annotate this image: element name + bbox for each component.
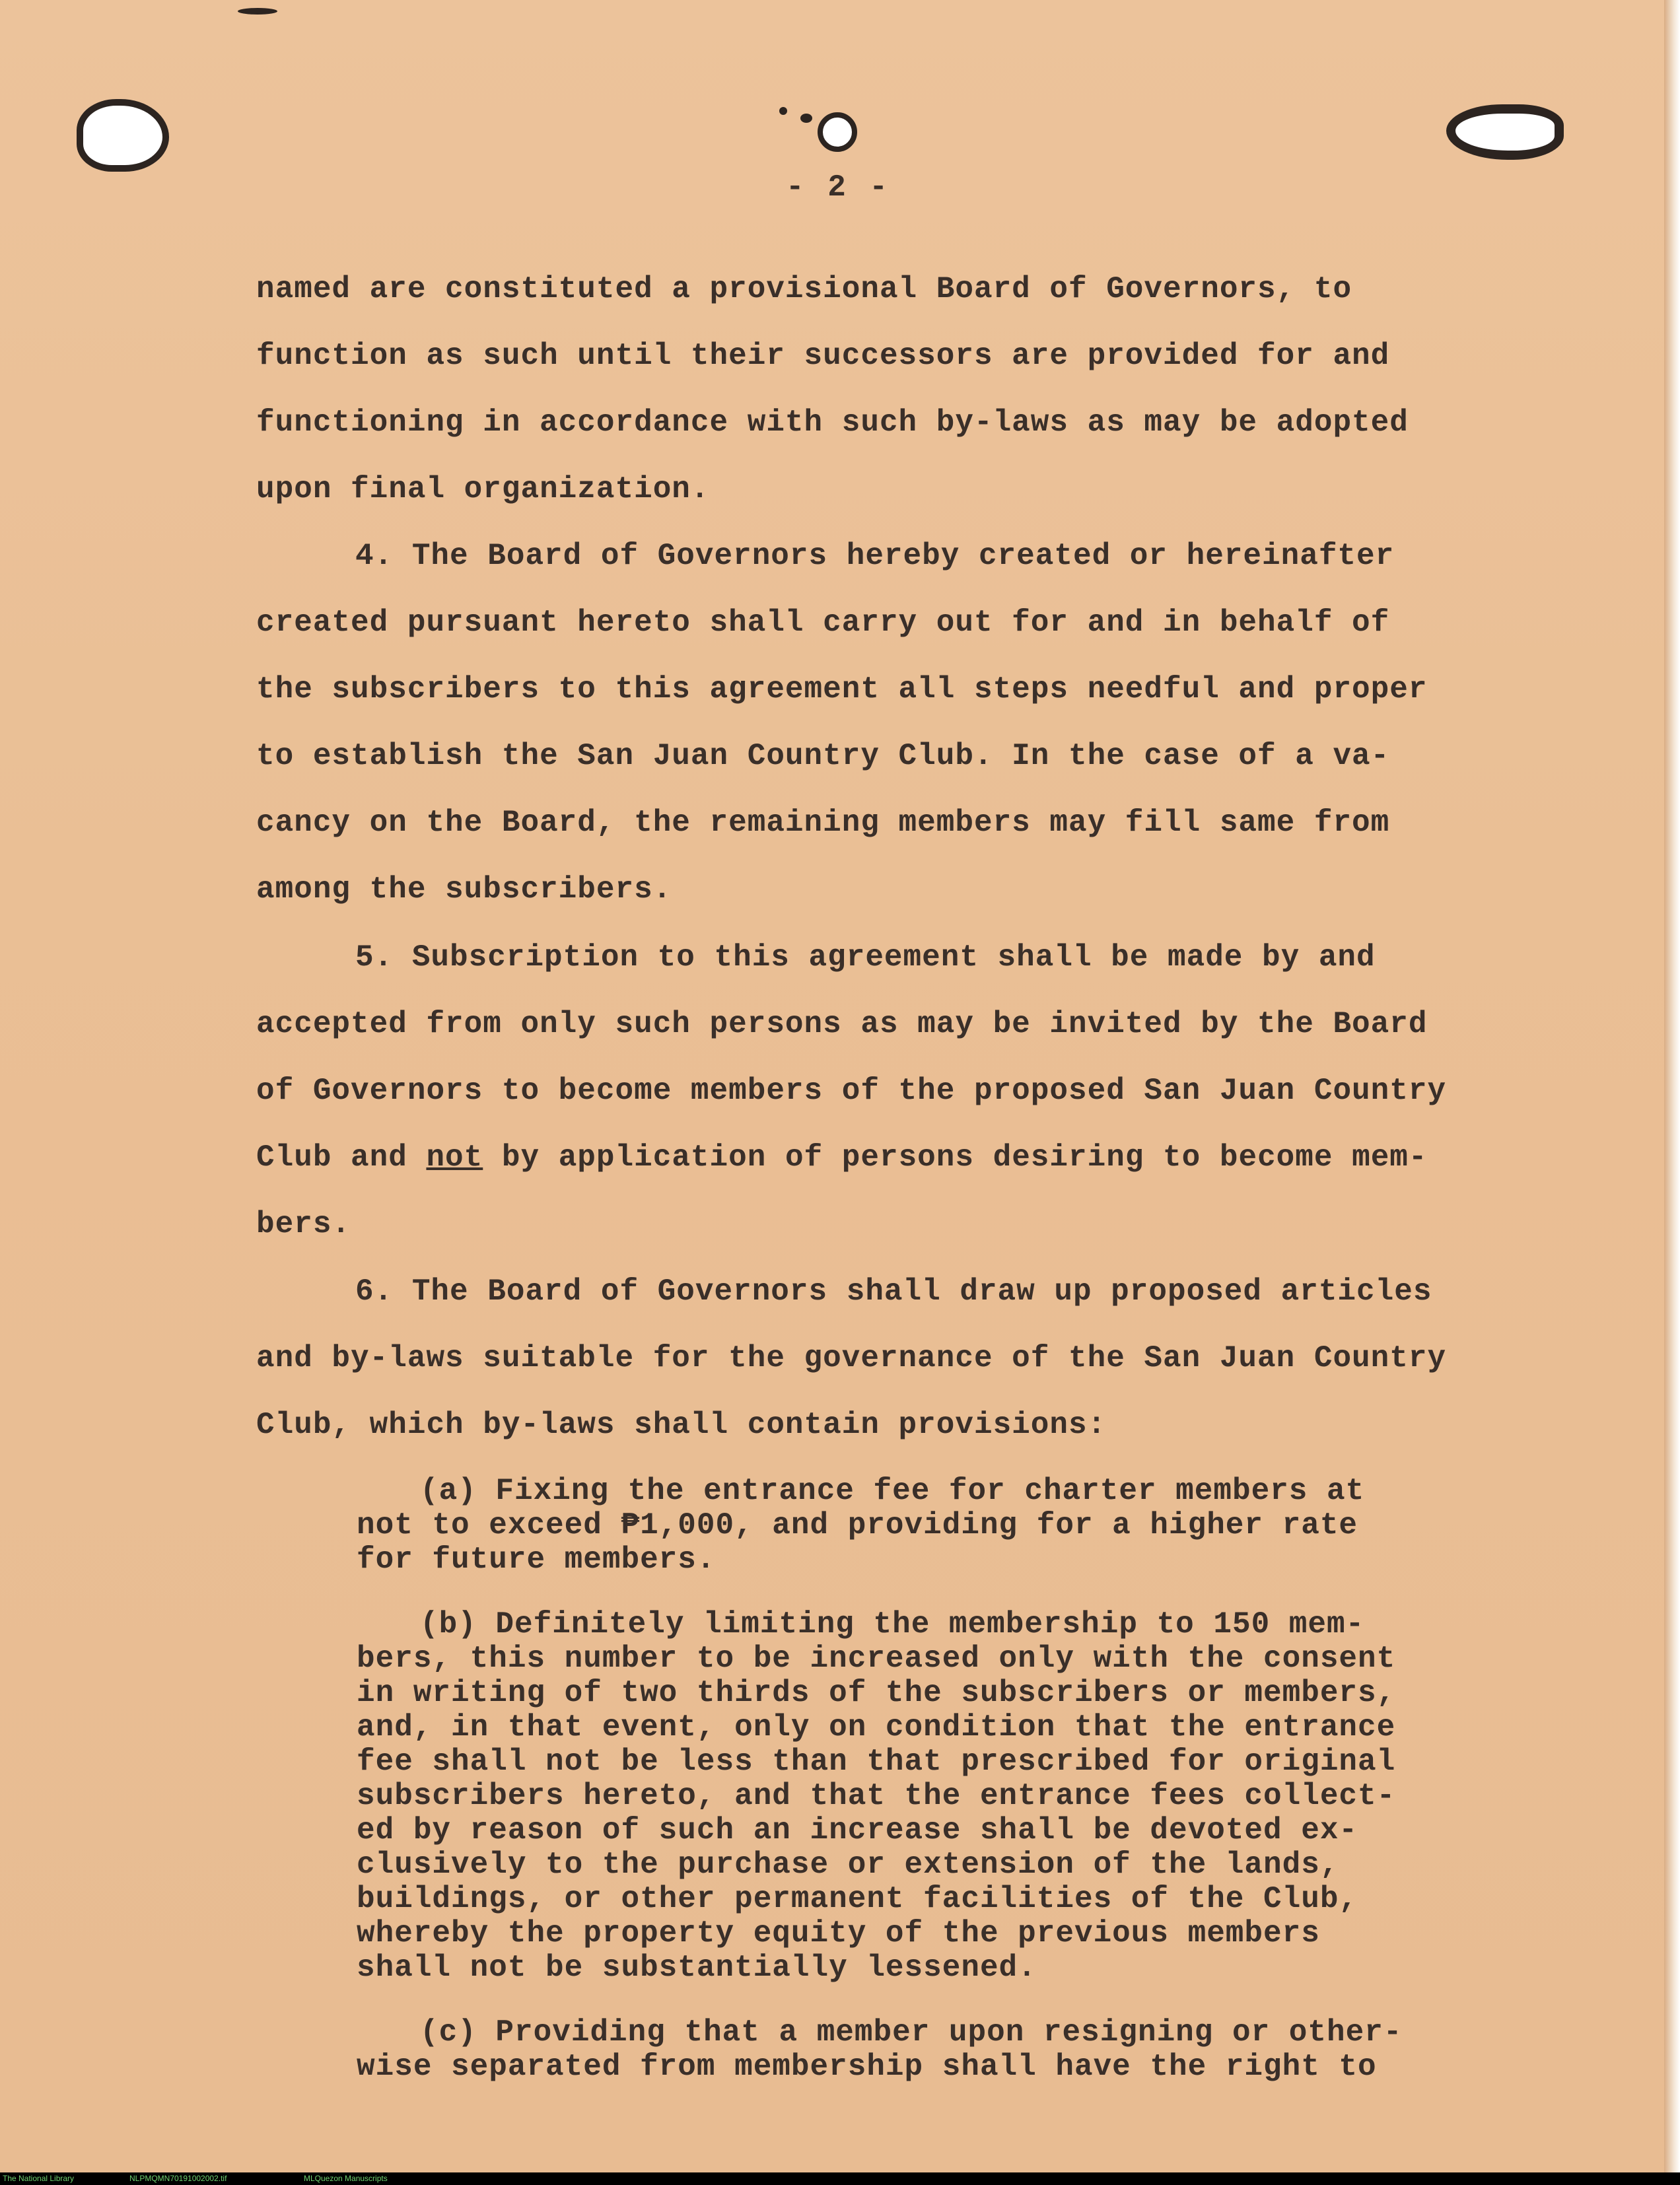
- page-number: - 2 -: [786, 170, 891, 205]
- text-line: 5. Subscription to this agreement shall be made by and: [355, 940, 1376, 975]
- archive-footer: [0, 2172, 1680, 2185]
- text-line: of Governors to become members of the proposed San Juan Country: [256, 1074, 1447, 1108]
- text-line: (a) Fixing the entrance fee for charter members at: [420, 1474, 1365, 1508]
- paragraph-4: [256, 523, 1511, 923]
- text-line: the subscribers to this agreement all steps needful and proper: [256, 672, 1428, 707]
- text-line: (c) Providing that a member upon resigning or other-: [420, 2015, 1403, 2050]
- text-line: and by-laws suitable for the governance of the San Juan Country: [256, 1341, 1447, 1375]
- text-line: shall not be substantially lessened.: [357, 1951, 1037, 1985]
- text-line: Club, which by-laws shall contain provisions:: [256, 1408, 1107, 1442]
- burn-hole-left: [77, 99, 169, 172]
- text-line: bers, this number to be increased only with the consent: [357, 1642, 1396, 1676]
- text-line: whereby the property equity of the previous members: [357, 1916, 1320, 1951]
- text-line: functioning in accordance with such by-laws as may be adopted: [256, 405, 1409, 440]
- text-line-with-underline: [256, 1125, 1511, 1191]
- text-line: subscribers hereto, and that the entrance fees collect-: [357, 1779, 1396, 1813]
- text-line: function as such until their successors are provided for and: [256, 339, 1390, 373]
- burn-hole-center: [818, 112, 857, 152]
- text-line: (b) Definitely limiting the membership to 150 mem-: [420, 1607, 1365, 1642]
- footer-library: The National Library: [3, 2174, 75, 2183]
- text-line: bers.: [256, 1207, 351, 1241]
- text-fragment: Club and: [256, 1140, 427, 1175]
- text-line: named are constituted a provisional Board of Governors, to: [256, 272, 1352, 306]
- text-line: created pursuant hereto shall carry out for and in behalf of: [256, 606, 1390, 640]
- underlined-word: not: [426, 1140, 483, 1175]
- text-line: fee shall not be less than that prescribed for original: [357, 1745, 1396, 1779]
- text-line: accepted from only such persons as may be invited by the Board: [256, 1007, 1428, 1041]
- text-line: to establish the San Juan Country Club. In the case of a va-: [256, 739, 1390, 773]
- paragraph-6: [256, 1259, 1511, 1459]
- text-line: 4. The Board of Governors hereby created or hereinafter: [355, 539, 1395, 573]
- ink-speck: [238, 8, 277, 15]
- footer-file: NLPMQMN70191002002.tif: [129, 2174, 227, 2183]
- text-line: upon final organization.: [256, 472, 710, 506]
- text-line: among the subscribers.: [256, 872, 672, 907]
- text-line: ed by reason of such an increase shall be devoted ex-: [357, 1813, 1358, 1848]
- text-line: not to exceed ₱1,000, and providing for a higher rate: [357, 1508, 1358, 1543]
- footer-collection: MLQuezon Manuscripts: [304, 2174, 388, 2183]
- text-line: in writing of two thirds of the subscribers or members,: [357, 1676, 1396, 1710]
- text-line: clusively to the purchase or extension of the lands,: [357, 1848, 1339, 1882]
- provision-c: [357, 2015, 1492, 2084]
- text-line: and, in that event, only on condition that the entrance: [357, 1710, 1396, 1745]
- ink-speck: [800, 114, 812, 123]
- paragraph-5: [256, 924, 1511, 1258]
- text-line: cancy on the Board, the remaining members may fill same from: [256, 806, 1390, 840]
- provision-b: [357, 1607, 1492, 1985]
- text-line: for future members.: [357, 1543, 716, 1577]
- ink-speck: [779, 107, 787, 115]
- provision-a: [357, 1474, 1492, 1577]
- text-fragment: by application of persons desiring to become mem-: [483, 1140, 1428, 1175]
- text-line: wise separated from membership shall have the right to: [357, 2050, 1377, 2084]
- paper-edge: [1664, 0, 1680, 2172]
- text-line: 6. The Board of Governors shall draw up proposed articles: [355, 1274, 1432, 1309]
- text-line: buildings, or other permanent facilities of the Club,: [357, 1882, 1358, 1916]
- paragraph-continuation: [256, 256, 1511, 523]
